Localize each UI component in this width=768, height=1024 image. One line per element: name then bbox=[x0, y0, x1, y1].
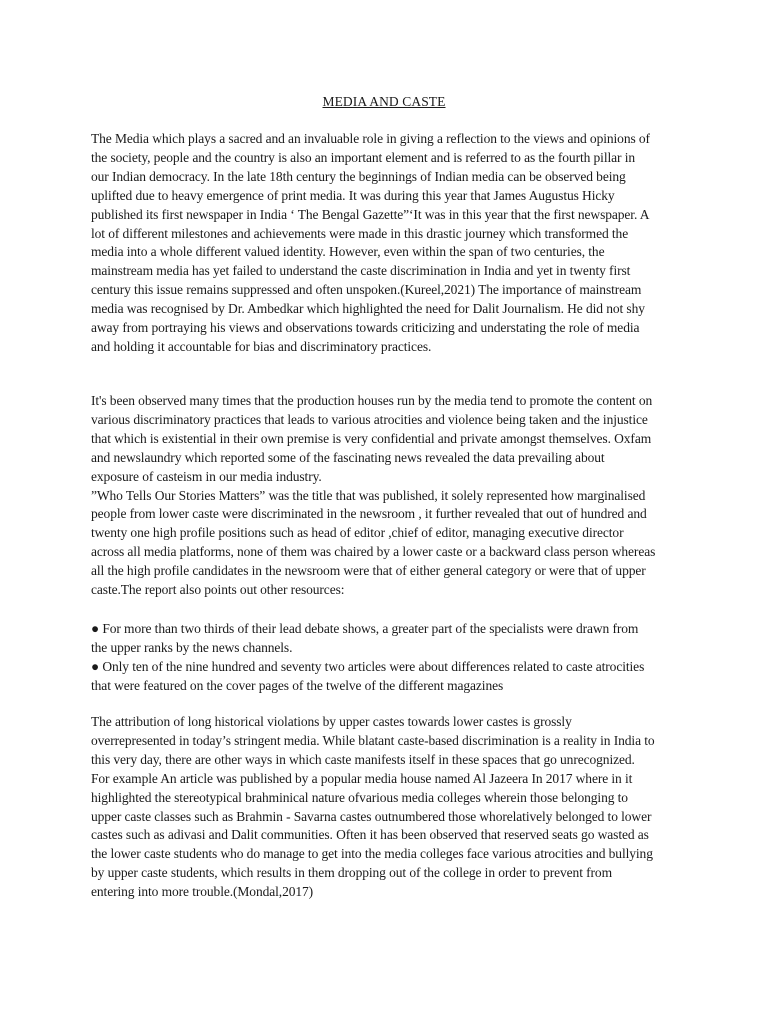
paragraph-line: century this issue remains suppressed and often unspoken.(Kureel,2021) The importance of mainstream bbox=[91, 282, 642, 298]
paragraph-line: that which is existential in their own premise is very confidential and private amongst themselves. Oxfam bbox=[91, 430, 652, 446]
paragraph-line: castes such as adivasi and Dalit communities. Often it has been observed that reserved seats go wasted as bbox=[91, 827, 649, 843]
paragraph-line: overrepresented in today’s stringent media. While blatant caste-based discrimination is a reality in India to bbox=[91, 732, 655, 748]
paragraph-line: media into a whole different valued identity. However, even within the span of two centuries, the bbox=[91, 244, 605, 260]
paragraph-line: upper caste classes such as Brahmin - Savarna castes outnumbered those whorelatively belonged to lower bbox=[91, 808, 652, 824]
paragraph-line: lot of different milestones and achievements were made in this drastic journey which transformed the bbox=[91, 225, 629, 241]
paragraph-line: exposure of casteism in our media industry. bbox=[91, 468, 322, 484]
paragraph-line: our Indian democracy. In the late 18th century the beginnings of Indian media can be observed being bbox=[91, 168, 626, 184]
paragraph-intro bbox=[91, 130, 691, 357]
bullet-list bbox=[91, 620, 691, 696]
paragraph-line: by upper caste students, which results in them dropping out of the college in order to prevent from bbox=[91, 865, 612, 881]
paragraph-historical-violations bbox=[91, 713, 691, 902]
paragraph-line: various discriminatory practices that leads to various atrocities and violence being taken and the injustice bbox=[91, 411, 648, 427]
paragraph-line: caste.The report also points out other resources: bbox=[91, 582, 345, 598]
paragraph-line: ”Who Tells Our Stories Matters” was the title that was published, it solely represented how marginalised bbox=[91, 487, 646, 503]
bullet-item-line: ● For more than two thirds of their lead debate shows, a greater part of the specialists were drawn from bbox=[91, 621, 639, 636]
paragraph-line: mainstream media has yet failed to understand the caste discrimination in India and yet in twenty first bbox=[91, 263, 631, 279]
paragraph-line: It's been observed many times that the production houses run by the media tend to promote the content on bbox=[91, 393, 653, 408]
paragraph-line: and holding it accountable for bias and discriminatory practices. bbox=[91, 338, 432, 354]
paragraph-line: people from lower caste were discriminated in the newsroom , it further revealed that out of hundred and bbox=[91, 506, 647, 522]
bullet-item-line: the upper ranks by the news channels. bbox=[91, 639, 293, 655]
bullet-item-line: that were featured on the cover pages of the twelve of the different magazines bbox=[91, 677, 504, 693]
paragraph-line: and newslaundry which reported some of the fascinating news revealed the data prevailing about bbox=[91, 449, 605, 465]
document-title: MEDIA AND CASTE bbox=[322, 94, 446, 109]
paragraph-line: the lower caste students who do manage to get into the media colleges face various atrocities and bullying bbox=[91, 846, 653, 862]
paragraph-line: uplifted due to heavy emergence of print media. It was during this year that James Augustus Hicky bbox=[91, 187, 615, 203]
paragraph-line: For example An article was published by a popular media house named Al Jazeera In 2017 where in it bbox=[91, 770, 633, 786]
paragraph-line: published its first newspaper in India ‘ The Bengal Gazette”‘It was in this year that the first newspaper. A bbox=[91, 206, 650, 222]
paragraph-line: twenty one high profile positions such as head of editor ,chief of editor, managing executive director bbox=[91, 525, 624, 541]
paragraph-line: The attribution of long historical violations by upper castes towards lower castes is grossly bbox=[91, 714, 572, 729]
paragraph-line: the society, people and the country is also an important element and is referred to as the fourth pillar in bbox=[91, 149, 636, 165]
paragraph-line: across all media platforms, none of them was chaired by a lower caste or a backward class person whereas bbox=[91, 544, 656, 560]
paragraph-production-houses bbox=[91, 392, 691, 600]
paragraph-line: all the high profile candidates in the newsroom were that of either general category or were that of upper bbox=[91, 563, 646, 579]
paragraph-line: entering into more trouble.(Mondal,2017) bbox=[91, 884, 314, 900]
paragraph-line: away from portraying his views and observations towards criticizing and understating the role of media bbox=[91, 320, 640, 336]
paragraph-line: The Media which plays a sacred and an invaluable role in giving a reflection to the views and opinions of bbox=[91, 131, 650, 146]
paragraph-line: highlighted the stereotypical brahminical nature ofvarious media colleges wherein those belonging to bbox=[91, 789, 628, 805]
paragraph-line: this very day, there are other ways in which caste manifests itself in these spaces that go unrecognized. bbox=[91, 751, 635, 767]
paragraph-line: media was recognised by Dr. Ambedkar which highlighted the need for Dalit Journalism. He did not shy bbox=[91, 301, 645, 317]
bullet-item-line: ● Only ten of the nine hundred and seventy two articles were about differences related to caste atrocities bbox=[91, 658, 645, 674]
